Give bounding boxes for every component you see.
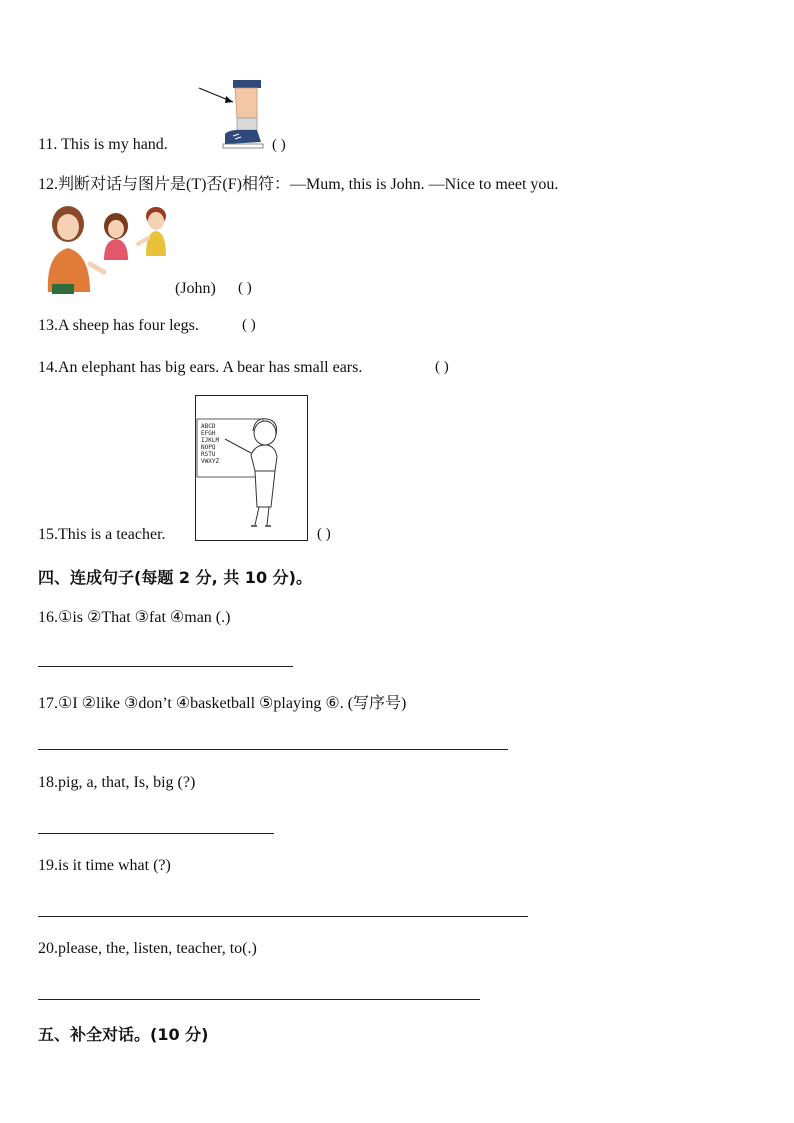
question-13 — [38, 317, 199, 335]
leg-with-shoe-illustration — [195, 76, 267, 154]
question-number: 16. — [38, 609, 58, 626]
question-19 — [38, 857, 171, 875]
section-4-title: 四、连成句子(每题 2 分, 共 10 分)。 — [38, 568, 312, 587]
question-number: 11. — [38, 136, 58, 153]
question-11 — [38, 136, 168, 154]
alphabet-row: EFGH — [201, 430, 216, 437]
question-20 — [38, 940, 257, 958]
question-number: 18. — [38, 774, 58, 791]
family-introduction-illustration — [38, 202, 178, 296]
question-text: pig, a, that, Is, big (?) — [58, 774, 196, 791]
teacher-illustration — [195, 395, 308, 541]
question-17 — [38, 690, 406, 713]
question-12 — [38, 171, 558, 194]
question-text: ①I ②like ③don’t ④basketball ⑤playing ⑥. (写序号) — [58, 695, 407, 712]
alphabet-row: VWXYZ — [201, 458, 220, 465]
question-text: This is my hand. — [61, 136, 168, 153]
question-number: 15. — [38, 526, 58, 543]
question-14 — [38, 359, 362, 377]
question-text: An elephant has big ears. A bear has small ears. — [58, 359, 363, 376]
question-number: 17. — [38, 695, 58, 712]
answer-line[interactable] — [38, 833, 274, 834]
alphabet-row: IJKLM — [201, 437, 220, 444]
question-15 — [38, 526, 166, 544]
answer-parentheses[interactable]: ( ) — [317, 526, 331, 542]
section-5-title: 五、补全对话。(10 分) — [38, 1025, 209, 1044]
answer-parentheses[interactable]: ( ) — [238, 280, 252, 296]
answer-parentheses[interactable]: ( ) — [435, 359, 449, 375]
alphabet-row: NOPQ — [201, 444, 216, 451]
dialogue-caption: (John) — [175, 280, 216, 297]
question-number: 19. — [38, 857, 58, 874]
question-number: 14. — [38, 359, 58, 376]
answer-parentheses[interactable]: ( ) — [272, 137, 286, 153]
question-text: is it time what (?) — [58, 857, 171, 874]
question-number: 12. — [38, 176, 58, 193]
answer-line[interactable] — [38, 749, 508, 750]
question-16 — [38, 607, 230, 627]
question-18 — [38, 774, 195, 792]
question-text: 判断对话与图片是(T)否(F)相符：—Mum, this is John. —Nice to meet you. — [58, 176, 559, 193]
question-text: ①is ②That ③fat ④man (.) — [58, 609, 231, 626]
question-text: This is a teacher. — [58, 526, 166, 543]
question-text: please, the, listen, teacher, to(.) — [58, 940, 257, 957]
question-number: 20. — [38, 940, 58, 957]
answer-line[interactable] — [38, 999, 480, 1000]
answer-line[interactable] — [38, 666, 293, 667]
alphabet-row: ABCD — [201, 423, 216, 430]
answer-parentheses[interactable]: ( ) — [242, 317, 256, 333]
alphabet-row: RSTU — [201, 451, 216, 458]
question-text: A sheep has four legs. — [58, 317, 199, 334]
question-number: 13. — [38, 317, 58, 334]
answer-line[interactable] — [38, 916, 528, 917]
